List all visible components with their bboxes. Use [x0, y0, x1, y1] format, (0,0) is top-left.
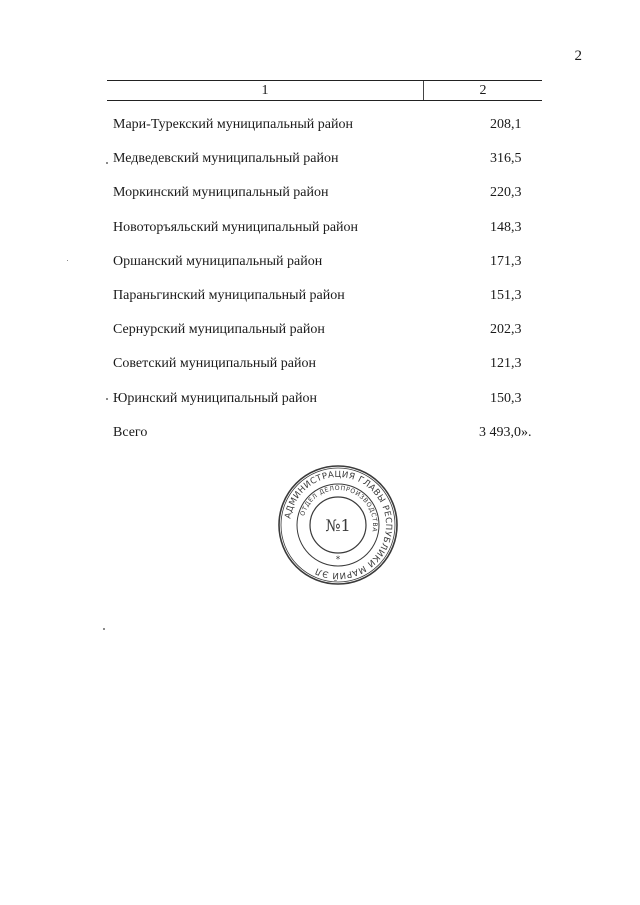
- row-value: 208,1: [490, 117, 522, 132]
- scan-speck: [103, 628, 105, 630]
- table-row: [113, 356, 553, 390]
- scan-speck: [106, 398, 108, 400]
- row-name: Оршанский муниципальный район: [113, 253, 323, 269]
- table-row: [113, 117, 553, 151]
- row-value: 151,3: [490, 287, 522, 303]
- row-name: Советский муниципальный район: [113, 356, 316, 372]
- row-value: 171,3: [490, 253, 522, 269]
- header-bottom-rule: [107, 100, 542, 101]
- column-header-1: 1: [261, 83, 269, 98]
- scan-speck: [67, 260, 68, 261]
- total-label: Всего: [113, 424, 148, 440]
- table-row: [113, 288, 553, 322]
- row-name: Юринский муниципальный район: [113, 390, 317, 406]
- row-name: Моркинский муниципальный район: [113, 185, 329, 201]
- official-seal-stamp: [276, 463, 400, 587]
- row-value: 121,3: [490, 356, 522, 372]
- scan-speck: [106, 162, 108, 164]
- total-row: [113, 425, 553, 459]
- table-row: [113, 151, 553, 185]
- table-row: [113, 322, 553, 356]
- row-value: 316,5: [490, 151, 522, 167]
- total-value: 3 493,0».: [479, 424, 532, 440]
- seal-number: №1: [325, 516, 351, 535]
- table-body: [113, 117, 553, 459]
- row-value: 202,3: [490, 322, 522, 338]
- table-row: [113, 254, 553, 288]
- seal-inner-text: ОТДЕЛ ДЕЛОПРОИЗВОДСТВА: [299, 484, 379, 533]
- table-row: [113, 391, 553, 425]
- row-value: 148,3: [490, 219, 522, 235]
- table-header: [107, 80, 542, 100]
- row-value: 220,3: [490, 185, 522, 201]
- row-name: Сернурский муниципальный район: [113, 322, 325, 338]
- seal-icon: [276, 463, 400, 587]
- row-name: Медведевский муниципальный район: [113, 151, 339, 167]
- table-row: [113, 185, 553, 219]
- page-number: 2: [574, 48, 582, 64]
- seal-star-icon: *: [335, 555, 341, 565]
- table-row: [113, 220, 553, 254]
- seal-outer-text: АДМИНИСТРАЦИЯ ГЛАВЫ РЕСПУБЛИКИ МАРИЙ ЭЛ: [283, 469, 394, 581]
- row-name: Параньгинский муниципальный район: [113, 287, 345, 303]
- header-top-rule: [107, 80, 542, 81]
- row-name: Мари-Турекский муниципальный район: [113, 117, 353, 132]
- row-name: Новоторъяльский муниципальный район: [113, 219, 359, 235]
- row-value: 150,3: [490, 390, 522, 406]
- column-header-2: 2: [479, 83, 487, 98]
